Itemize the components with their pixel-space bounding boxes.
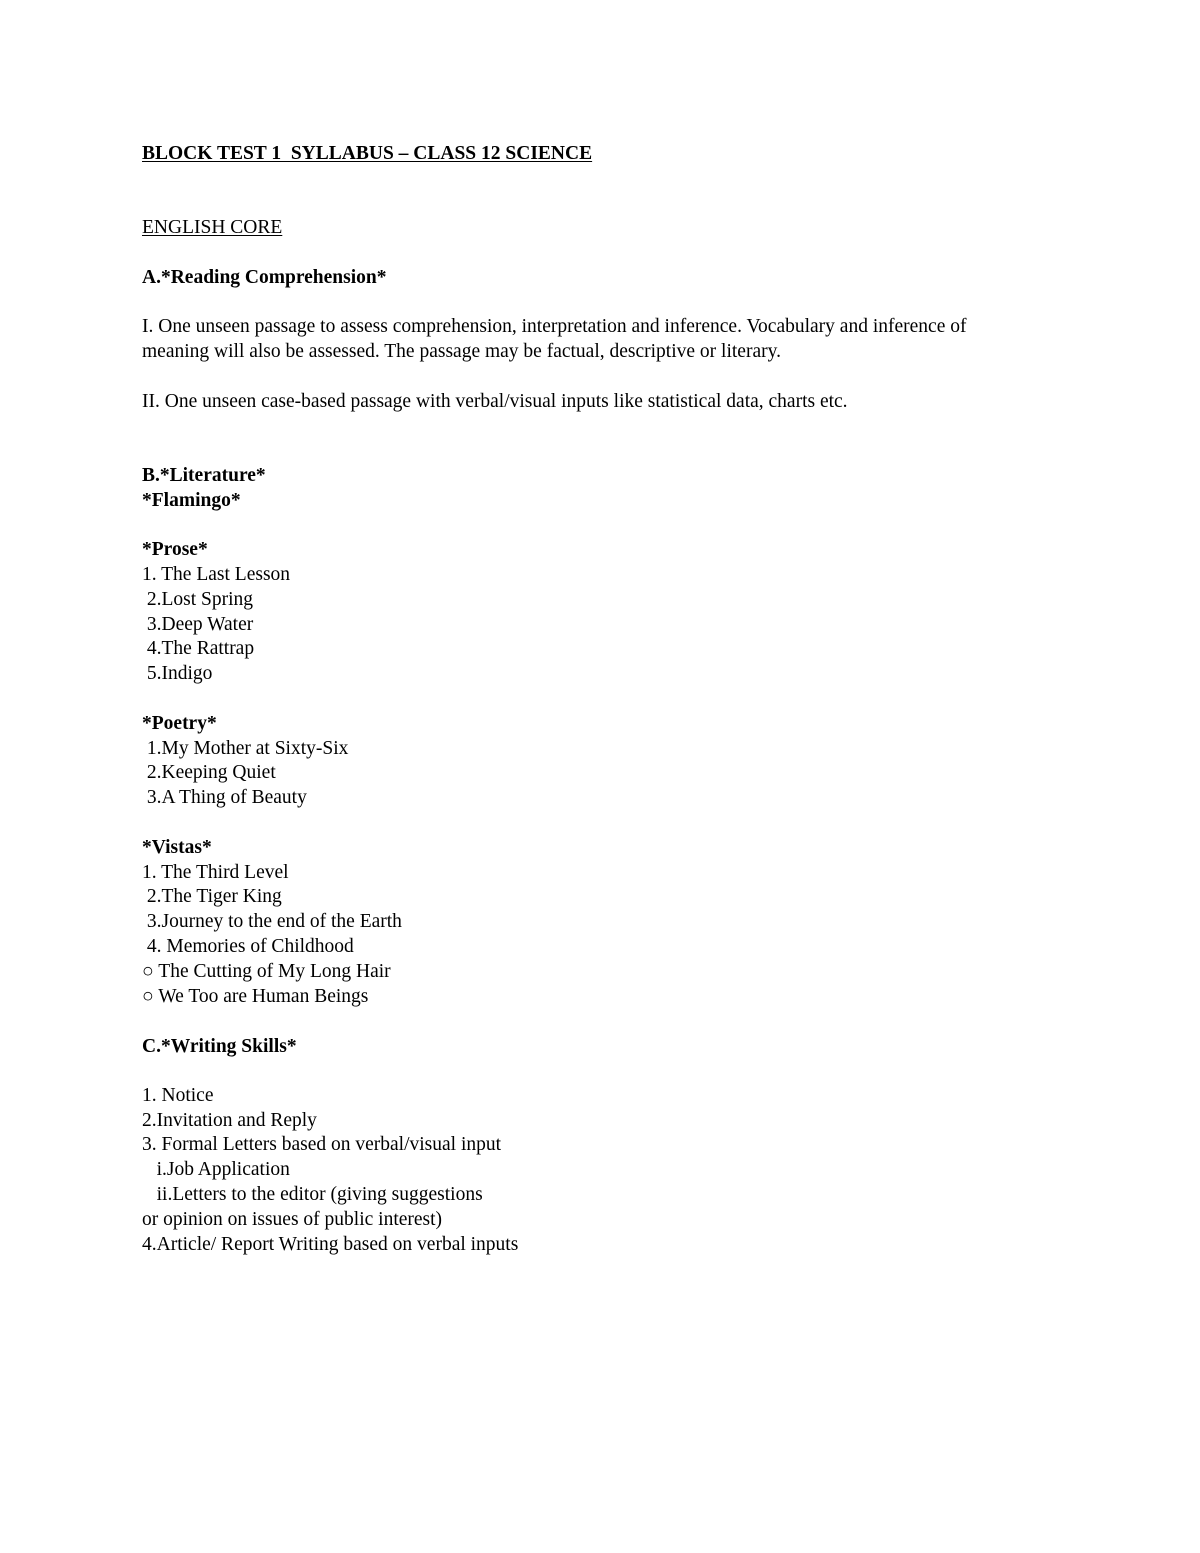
vistas-sub-item: ○ We Too are Human Beings (142, 986, 369, 1007)
prose-item: 2.Lost Spring (142, 589, 254, 610)
poetry-item: 1.My Mother at Sixty-Six (142, 738, 349, 759)
poetry-item: 3.A Thing of Beauty (142, 787, 307, 808)
section-c-heading: C.*Writing Skills* (142, 1036, 297, 1057)
writing-skill-item: 2.Invitation and Reply (142, 1110, 317, 1131)
poetry-heading: *Poetry* (142, 713, 217, 734)
vistas-item: 4. Memories of Childhood (142, 936, 354, 957)
section-a-item-2: II. One unseen case-based passage with verbal/visual inputs like statistical data, charts etc. (142, 391, 848, 412)
writing-skill-item: 1. Notice (142, 1085, 214, 1106)
writing-skill-item: 4.Article/ Report Writing based on verbal inputs (142, 1234, 519, 1255)
prose-item: 1. The Last Lesson (142, 564, 291, 585)
prose-heading: *Prose* (142, 539, 208, 560)
poetry-item: 2.Keeping Quiet (142, 762, 276, 783)
writing-skill-item: 3. Formal Letters based on verbal/visual input (142, 1134, 502, 1155)
writing-skill-item: or opinion on issues of public interest) (142, 1209, 443, 1230)
section-a-item-1-line-2: meaning will also be assessed. The passage may be factual, descriptive or literary. (142, 341, 781, 362)
vistas-sub-item: ○ The Cutting of My Long Hair (142, 961, 391, 982)
prose-item: 5.Indigo (142, 663, 213, 684)
subject-heading: ENGLISH CORE (142, 217, 283, 238)
prose-item: 3.Deep Water (142, 614, 254, 635)
section-a-item-1-line-1: I. One unseen passage to assess comprehension, interpretation and inference. Vocabulary and inference of (142, 316, 967, 337)
section-b-heading: B.*Literature* (142, 465, 266, 486)
writing-skill-item: i.Job Application (142, 1159, 290, 1180)
vistas-heading: *Vistas* (142, 837, 212, 858)
vistas-item: 2.The Tiger King (142, 886, 282, 907)
section-a-heading: A.*Reading Comprehension* (142, 267, 387, 288)
prose-item: 4.The Rattrap (142, 638, 255, 659)
vistas-item: 1. The Third Level (142, 862, 289, 883)
vistas-item: 3.Journey to the end of the Earth (142, 911, 402, 932)
document-title: BLOCK TEST 1 SYLLABUS – CLASS 12 SCIENCE (142, 143, 593, 164)
book-title-flamingo: *Flamingo* (142, 490, 241, 511)
writing-skill-item: ii.Letters to the editor (giving suggestions (142, 1184, 483, 1205)
